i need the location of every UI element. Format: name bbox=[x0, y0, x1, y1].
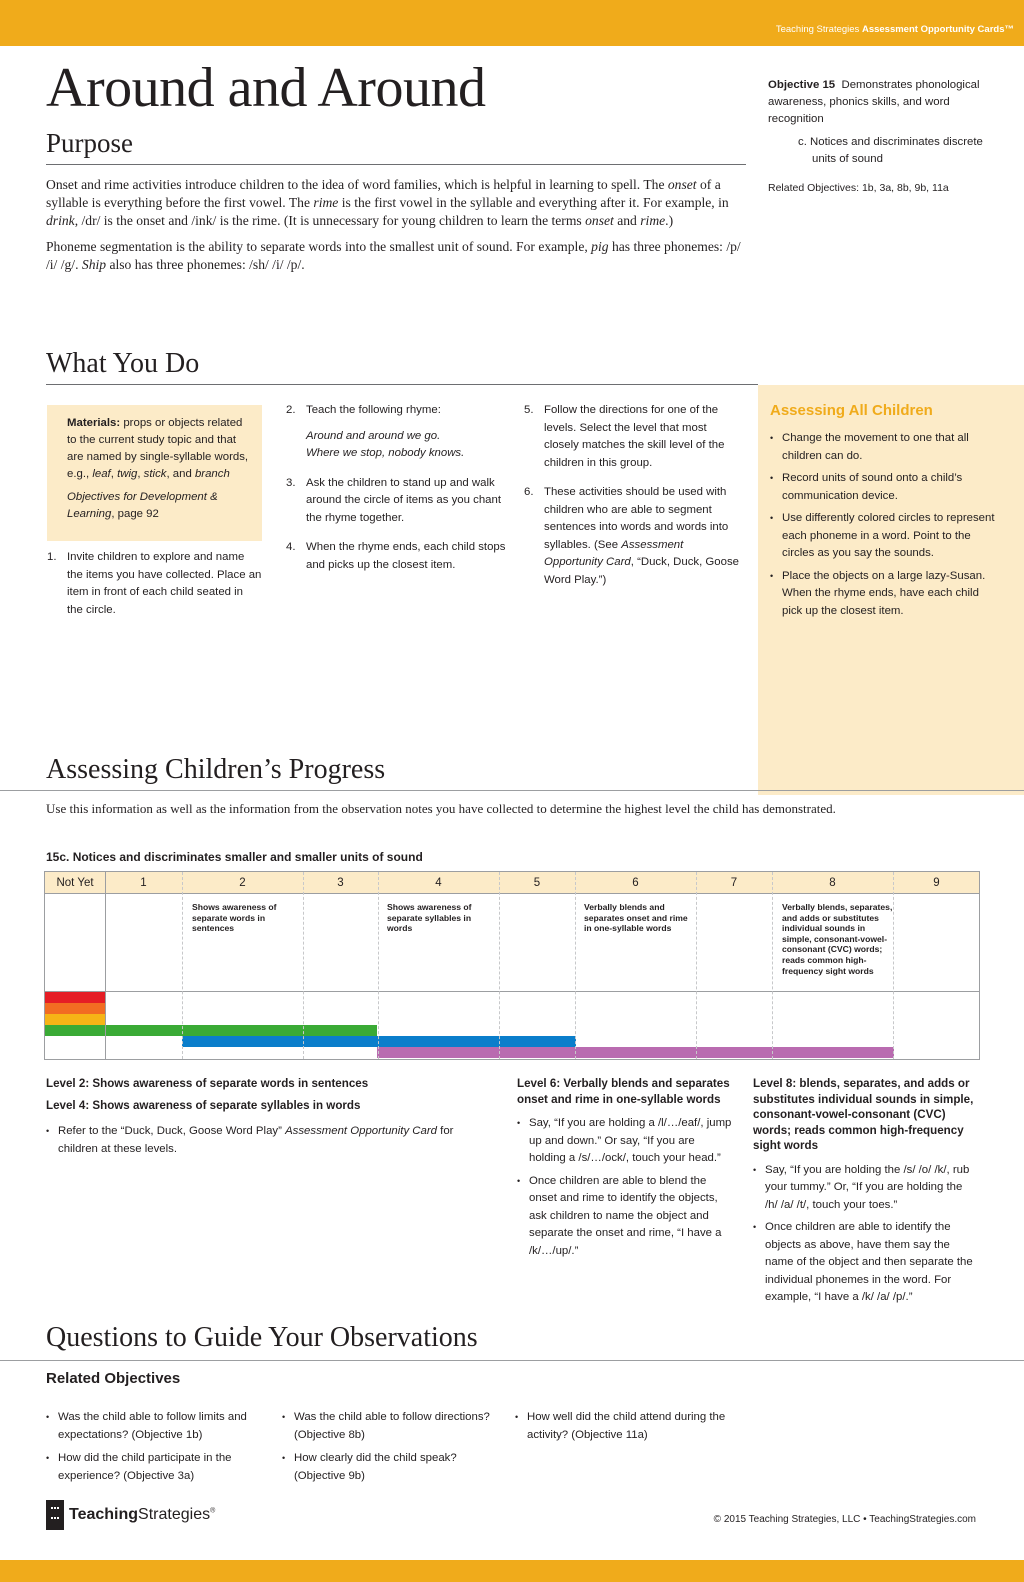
column-divider bbox=[575, 872, 576, 1059]
column-divider bbox=[105, 872, 106, 1059]
level-8-guidance bbox=[753, 1076, 975, 1312]
assessing-all-children-title: Assessing All Children bbox=[770, 402, 933, 419]
list-item: • Once children are able to blend the onset and rime to identify the objects, ask children to name the object and separate the onset and rime, “I have a /k/…/up/.” bbox=[517, 1173, 732, 1261]
level-cell: 8 bbox=[829, 877, 836, 889]
rhyme bbox=[306, 428, 506, 463]
column-divider bbox=[378, 872, 379, 1059]
materials-box bbox=[47, 405, 262, 541]
step-text: Teach the following rhyme: bbox=[306, 404, 441, 416]
progress-heading: Assessing Children’s Progress bbox=[46, 754, 386, 785]
objective-related: Related Objectives: 1b, 3a, 8b, 9b, 11a bbox=[768, 182, 949, 194]
step-text: When the rhyme ends, each child stops and picks up the closest item. bbox=[306, 541, 506, 571]
question-item: • Was the child able to follow directions? (Objective 8b) bbox=[282, 1409, 497, 1444]
door-icon bbox=[46, 1500, 64, 1530]
progression-continuum bbox=[44, 871, 980, 1060]
logo-wordmark bbox=[69, 1506, 215, 1524]
copyright: © 2015 Teaching Strategies, LLC • TeachingStrategies.com bbox=[713, 1514, 976, 1525]
step-item bbox=[286, 402, 506, 463]
purpose-paragraph-1: Onset and rime activities introduce children to the idea of word families, which is helpful in learning to spell. The onset of a syllable is everything before the first vowel. The rime is the first vowel in the syllable and everything after it. For example, in drink, /dr/ is the onset and /ink/ is the rime. (It is unnecessary for young children to learn the terms onset and rime.) bbox=[46, 177, 729, 228]
level-8-heading: Level 8: blends, separates, and adds or substitutes individual sounds in simple, consonant-vowel-consonant (CVC) words; reads common high-frequency sight words bbox=[753, 1077, 974, 1152]
column-divider bbox=[893, 872, 894, 1059]
column-divider bbox=[499, 872, 500, 1059]
step-text: These activities should be used with children who are able to segment sentences into words and words into syllables. (See Assessment Opportunity Card, “Duck, Duck, Goose Word Play.”) bbox=[544, 486, 739, 586]
continuum-title: 15c. Notices and discriminates smaller and smaller units of sound bbox=[46, 850, 423, 864]
list-item: • Change the movement to one that all children can do. bbox=[770, 430, 1000, 465]
progress-intro: Use this information as well as the information from the observation notes you have collected to determine the highest level the child has demonstrated. bbox=[46, 801, 836, 816]
objective-label: Objective 15 bbox=[768, 79, 836, 91]
step-text: Ask the children to stand up and walk around the circle of items as you chant the rhyme together. bbox=[306, 476, 502, 524]
assessing-all-children-list bbox=[770, 430, 1000, 625]
logo-word-teaching: Teaching bbox=[69, 1506, 139, 1523]
purpose-heading: Purpose bbox=[46, 128, 133, 158]
materials-reference: Objectives for Development & Learning, page 92 bbox=[67, 491, 218, 520]
descriptor-level-6: Verbally blends and separates onset and rime in one-syllable words bbox=[584, 902, 688, 934]
band-purple bbox=[377, 1047, 894, 1058]
step-item bbox=[47, 549, 262, 619]
level-cell: 7 bbox=[730, 877, 738, 889]
step-item bbox=[286, 475, 506, 528]
purpose-divider bbox=[46, 164, 746, 165]
step-item bbox=[286, 539, 506, 574]
level-cell: 5 bbox=[533, 877, 541, 889]
steps-column-3 bbox=[524, 402, 742, 601]
step-number: 4. bbox=[286, 541, 296, 553]
band-red bbox=[45, 992, 105, 1003]
level-cell: 1 bbox=[140, 877, 147, 889]
questions-heading: Questions to Guide Your Observations bbox=[46, 1322, 478, 1353]
step-number: 2. bbox=[286, 404, 296, 416]
level-6-guidance bbox=[517, 1076, 732, 1265]
steps-column-1 bbox=[47, 549, 262, 631]
band-orange bbox=[45, 1003, 105, 1014]
top-banner bbox=[0, 0, 1024, 46]
question-item: • How well did the child attend during the activity? (Objective 11a) bbox=[515, 1409, 745, 1444]
list-item: • Place the objects on a large lazy-Susan. When the rhyme ends, have each child pick up the closest item. bbox=[770, 568, 1000, 621]
band-blue bbox=[182, 1036, 576, 1047]
level-2-heading: Level 2: Shows awareness of separate words in sentences bbox=[46, 1077, 369, 1090]
list-item: • Refer to the “Duck, Duck, Goose Word Play” Assessment Opportunity Card for children at these levels. bbox=[46, 1123, 466, 1158]
questions-column-3 bbox=[515, 1409, 745, 1450]
band-yellow bbox=[45, 1014, 105, 1025]
step-item bbox=[524, 484, 742, 589]
rhyme-line-1: Around and around we go. bbox=[306, 429, 441, 442]
logo-registered-mark: ® bbox=[210, 1507, 216, 1515]
what-you-do-divider bbox=[46, 384, 758, 385]
level-cell: 2 bbox=[239, 877, 246, 889]
related-objectives-heading: Related Objectives bbox=[46, 1370, 181, 1387]
column-divider bbox=[182, 872, 183, 1059]
descriptor-level-4: Shows awareness of separate syllables in words bbox=[387, 902, 472, 934]
list-item: • Use differently colored circles to represent each phoneme in a word. Point to the circles as you say the sounds. bbox=[770, 510, 1000, 563]
level-2-4-list bbox=[46, 1123, 466, 1158]
level-cell: 9 bbox=[933, 877, 940, 889]
objective-main bbox=[768, 77, 998, 128]
objective-box bbox=[768, 77, 998, 197]
steps-column-2 bbox=[286, 402, 506, 586]
descriptor-level-2: Shows awareness of separate words in sentences bbox=[192, 902, 277, 934]
level-cell: Not Yet bbox=[56, 877, 94, 889]
header-brand-line bbox=[776, 24, 1014, 35]
list-item: • Say, “If you are holding the /s/ /o/ /k/, rub your tummy.” Or, “If you are holding the /h/ /a/ /t/, touch your toes.” bbox=[753, 1162, 975, 1215]
step-number: 1. bbox=[47, 551, 57, 563]
objective-text: Demonstrates phonological awareness, phonics skills, and word recognition bbox=[768, 79, 980, 125]
questions-divider bbox=[0, 1360, 1024, 1361]
purpose-paragraph-2: Phoneme segmentation is the ability to separate words into the smallest unit of sound. For example, pig has three phonemes: /p/ /i/ /g/. Ship also has three phonemes: /sh/ /i/ /p/. bbox=[46, 239, 741, 272]
rhyme-line-2: Where we stop, nobody knows. bbox=[306, 447, 465, 459]
question-item: • How clearly did the child speak? (Objective 9b) bbox=[282, 1450, 497, 1485]
header-brand: Teaching Strategies bbox=[775, 24, 860, 35]
what-you-do-heading: What You Do bbox=[46, 348, 200, 379]
logo-word-strategies: Strategies bbox=[138, 1506, 211, 1523]
question-item: • Was the child able to follow limits and expectations? (Objective 1b) bbox=[46, 1409, 261, 1444]
questions-column-1 bbox=[46, 1409, 261, 1491]
step-text: Invite children to explore and name the items you have collected. Place an item in front of each child seated in the circle. bbox=[67, 551, 262, 616]
descriptor-level-8: Verbally blends, separates, and adds or substitutes individual sounds in simple, consonant-vowel-consonant (CVC) words; reads common high-frequency sight words bbox=[782, 902, 893, 976]
list-item: • Once children are able to identify the objects as above, have them say the name of the object and then separate the individual phonemes in the word. For example, “I have a /k/ /a/ /p/.” bbox=[753, 1219, 975, 1307]
list-item: • Say, “If you are holding a /l/…/eaf/, jump up and down.” Or say, “If you are holding a /s/…/ock/, touch your head.” bbox=[517, 1115, 732, 1168]
level-6-heading: Level 6: Verbally blends and separates onset and rime in one-syllable words bbox=[517, 1077, 730, 1106]
level-cell: 3 bbox=[337, 877, 344, 889]
step-number: 6. bbox=[524, 486, 534, 498]
level-6-list bbox=[517, 1115, 732, 1260]
column-divider bbox=[772, 872, 773, 1059]
level-2-4-guidance bbox=[46, 1076, 466, 1163]
question-item: • How did the child participate in the experience? (Objective 3a) bbox=[46, 1450, 261, 1485]
materials-text: Materials: props or objects related to the current study topic and that are named by single-syllable words, e.g., leaf, twig, stick, and branch bbox=[67, 417, 249, 480]
level-cell: 6 bbox=[632, 877, 639, 889]
bottom-banner bbox=[0, 1560, 1024, 1582]
step-text: Follow the directions for one of the levels. Select the level that most closely matches the skill level of the children in this group. bbox=[544, 404, 725, 469]
objective-sub: c. Notices and discriminates discrete units of sound bbox=[798, 136, 983, 165]
column-divider bbox=[303, 872, 304, 1059]
progress-divider bbox=[0, 790, 1024, 791]
column-divider bbox=[696, 872, 697, 1059]
step-number: 5. bbox=[524, 404, 534, 416]
header-product: Assessment Opportunity Cards™ bbox=[861, 24, 1014, 35]
step-number: 3. bbox=[286, 476, 296, 489]
level-8-list bbox=[753, 1162, 975, 1307]
step-item bbox=[524, 402, 742, 472]
band-green bbox=[45, 1025, 377, 1036]
list-item: • Record units of sound onto a child’s communication device. bbox=[770, 470, 1000, 505]
continuum-divider bbox=[45, 991, 979, 992]
level-4-heading: Level 4: Shows awareness of separate syllables in words bbox=[46, 1098, 361, 1112]
level-cell: 4 bbox=[435, 877, 442, 889]
questions-column-2 bbox=[282, 1409, 497, 1491]
page-title: Around and Around bbox=[46, 57, 486, 119]
